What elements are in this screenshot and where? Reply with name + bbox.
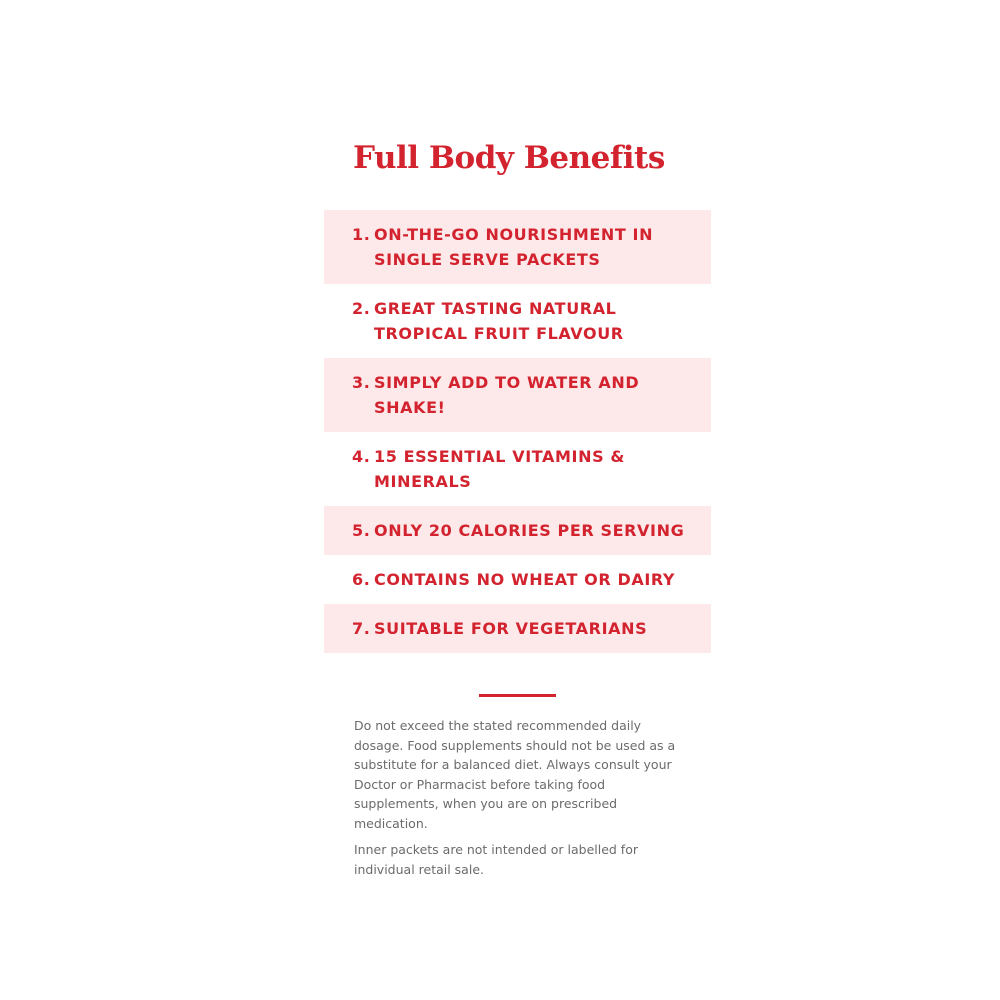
disclaimer (354, 716, 684, 886)
benefit-text: GREAT TASTING NATURAL TROPICAL FRUIT FLAVOUR (374, 299, 624, 343)
benefit-item-1 (324, 210, 711, 284)
benefit-number: 4. (352, 447, 371, 466)
benefit-text: CONTAINS NO WHEAT OR DAIRY (374, 570, 676, 589)
benefit-item-5 (324, 506, 711, 555)
benefit-text: ONLY 20 CALORIES PER SERVING (374, 521, 685, 540)
benefit-item-7 (324, 604, 711, 653)
benefit-item-4 (324, 432, 711, 506)
page-title: Full Body Benefits (353, 140, 665, 176)
benefit-item-2 (324, 284, 711, 358)
disclaimer-paragraph-2: Inner packets are not intended or labelled for individual retail sale. (354, 842, 638, 877)
section-divider (479, 694, 556, 697)
benefit-item-3 (324, 358, 711, 432)
disclaimer-paragraph-1: Do not exceed the stated recommended daily dosage. Food supplements should not be used as a substitute for a balanced diet. Always consult your Doctor or Pharmacist before taking food supplements, when you are on prescribed medication. (354, 718, 676, 831)
benefit-number: 5. (352, 521, 371, 540)
benefit-number: 1. (352, 225, 371, 244)
benefit-number: 2. (352, 299, 371, 318)
benefit-number: 3. (352, 373, 371, 392)
benefits-list (324, 210, 711, 653)
benefit-text: ON-THE-GO NOURISHMENT IN SINGLE SERVE PACKETS (374, 225, 654, 269)
benefit-text: SUITABLE FOR VEGETARIANS (374, 619, 648, 638)
benefit-number: 6. (352, 570, 371, 589)
benefit-number: 7. (352, 619, 371, 638)
benefit-item-6 (324, 555, 711, 604)
benefit-text: 15 ESSENTIAL VITAMINS & MINERALS (374, 447, 625, 491)
benefit-text: SIMPLY ADD TO WATER AND SHAKE! (374, 373, 640, 417)
